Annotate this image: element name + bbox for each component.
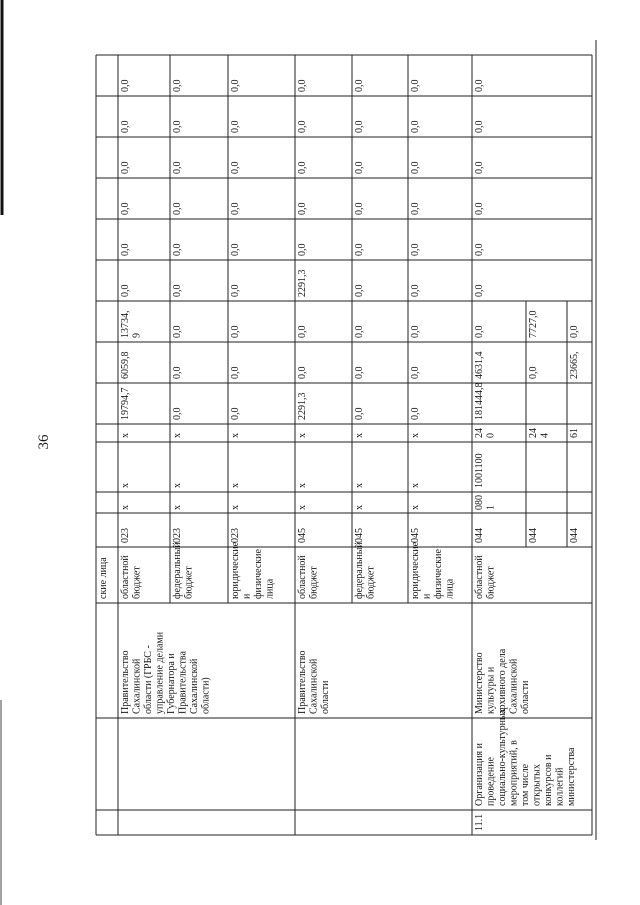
expense-type-code: 61 [569,428,580,438]
value-cell: 0,0 [230,202,241,215]
value-cell: 0,0 [230,284,241,297]
expense-type-code: х [172,433,183,438]
value-cell: 0,0 [230,407,241,420]
grbs-code: 045 [410,528,421,543]
section-code: х [297,505,308,510]
value-cell: 0,0 [120,284,131,297]
value-cell: 0,0 [410,325,421,338]
executor-name: архивного дела [497,648,508,714]
value-cell: 0,0 [120,120,131,133]
section-code: 080 [474,495,485,510]
value-cell: 0,0 [354,202,365,215]
funding-source: бюджет [183,566,195,599]
value-cell: 0,0 [297,202,308,215]
value-cell: 19794,7 [120,387,131,420]
executor-name: Губернатора и [166,653,177,714]
value-cell: 0,0 [354,284,365,297]
expense-type-code: х [297,433,308,438]
target-article-code: х [410,483,421,488]
expense-type-code: х [354,433,365,438]
value-cell: 0,0 [410,120,421,133]
expense-type-code: 24 [528,428,539,438]
value-cell: 0,0 [172,161,183,174]
measure-name: открытых [531,764,543,806]
value-cell: 0,0 [474,79,485,92]
grbs-code: 023 [172,528,183,543]
budget-table-grid [96,40,596,840]
executor-name: управление делами [154,631,166,714]
funding-source: бюджет [131,566,143,599]
value-cell: 0,0 [172,79,183,92]
measure-name: Организация и [474,742,485,806]
value-cell: 0,0 [230,120,241,133]
value-cell: 0,0 [354,120,365,133]
measure-name: мероприятий, в [508,740,520,806]
expense-type-code: х [410,433,421,438]
grbs-code: 023 [230,528,241,543]
section-code: х [120,505,131,510]
value-cell: 0,0 [354,161,365,174]
value-cell: 6059,8 [120,351,131,379]
value-cell: 0,0 [297,366,308,379]
value-cell: 0,0 [172,366,183,379]
value-cell: 0,0 [230,161,241,174]
value-cell: 0,0 [474,202,485,215]
value-cell: 0,0 [297,79,308,92]
value-cell: 9 [131,333,143,338]
row-code: 11.1 [474,813,485,831]
value-cell: 0,0 [120,202,131,215]
funding-source: областной [120,555,131,599]
value-cell: 0,0 [230,243,241,256]
value-cell: 0,0 [569,325,580,338]
value-cell: 2291,3 [297,269,308,297]
funding-source: лица [444,578,456,599]
expense-type-code: х [120,433,131,438]
grbs-code: 045 [297,528,308,543]
value-cell: 0,0 [297,243,308,256]
value-cell: 0,0 [120,161,131,174]
target-article-code: х [354,483,365,488]
grbs-code: 023 [120,528,131,543]
target-article-code: х [172,483,183,488]
value-cell: 0,0 [474,325,485,338]
executor-name: области) [200,677,212,714]
target-article-code: х [230,483,241,488]
value-cell: 0,0 [120,79,131,92]
target-article-code: х [120,483,131,488]
executor-name: Сахалинской [308,658,320,714]
section-code: х [410,505,421,510]
value-cell: 0,0 [354,243,365,256]
value-cell: 0,0 [410,243,421,256]
page-number: 36 [36,434,52,450]
value-cell: 0,0 [297,325,308,338]
section-code: х [230,505,241,510]
value-cell: 0,0 [410,161,421,174]
value-cell: 0,0 [230,325,241,338]
grbs-code: 044 [528,528,539,543]
funding-source: федеральный [172,542,183,599]
value-cell: 0,0 [410,202,421,215]
value-cell: 0,0 [354,366,365,379]
target-article-code: 1001100 [474,453,485,488]
funding-source: и [421,593,433,599]
grbs-code: 045 [354,528,365,543]
value-cell: 23665, [569,351,580,379]
funding-source: лица [264,578,276,599]
funding-source: юридические [230,541,241,599]
measure-name: министерства [566,747,577,806]
expense-type-code: 0 [485,433,497,438]
funding-source: физические [433,549,444,599]
value-cell: 0,0 [410,79,421,92]
funding-source: областной [297,555,308,599]
value-cell: 0,0 [172,243,183,256]
executor-name: Сахалинской [508,658,520,714]
expense-type-code: 4 [539,433,551,438]
measure-name: проведение [485,757,497,806]
funding-source: юридические [410,541,421,599]
value-cell: 0,0 [474,161,485,174]
value-cell: 0,0 [528,366,539,379]
section-code: х [354,505,365,510]
funding-source: и [241,593,253,599]
value-cell: 0,0 [172,325,183,338]
executor-name: культуры и [485,666,497,714]
value-cell: 0,0 [230,366,241,379]
expense-type-code: 24 [474,428,485,438]
funding-source: федеральный [354,542,365,599]
funding-source: физические [253,549,264,599]
value-cell: 0,0 [297,120,308,133]
executor-name: области [320,680,331,714]
funding-source: бюджет [308,566,320,599]
value-cell: 0,0 [230,79,241,92]
value-cell: 0,0 [354,79,365,92]
funding-source: бюджет [365,566,377,599]
value-cell: 0,0 [474,243,485,256]
measure-name: коллегий [554,767,566,806]
value-cell: 181444,8 [474,382,485,420]
value-cell: 0,0 [172,407,183,420]
funding-source: бюджет [485,566,497,599]
expense-type-code: х [230,433,241,438]
value-cell: 0,0 [297,161,308,174]
executor-name: области [520,680,531,714]
section-code: 1 [485,505,497,510]
value-cell: 0,0 [410,407,421,420]
executor-name: Сахалинской [189,658,200,714]
value-cell: 0,0 [474,120,485,133]
funding-source: ские лица [98,557,109,599]
executor-name: Сахалинской [131,658,143,714]
executor-name: Министерство [474,652,485,714]
grbs-code: 044 [569,528,580,543]
value-cell: 4631,4 [474,351,485,379]
measure-name: том числе [520,763,531,806]
grbs-code: 044 [474,528,485,543]
value-cell: 0,0 [172,202,183,215]
value-cell: 0,0 [354,325,365,338]
value-cell: 7727,0 [528,310,539,338]
value-cell: 0,0 [172,284,183,297]
value-cell: 0,0 [172,120,183,133]
value-cell: 0,0 [474,284,485,297]
value-cell: 0,0 [120,243,131,256]
value-cell: 0,0 [410,366,421,379]
funding-source: областной [474,555,485,599]
executor-name: Правительство [297,650,308,714]
measure-name: социально-культурных [497,708,508,806]
executor-name: Правительство [120,650,131,714]
value-cell: 13734, [120,310,131,338]
executor-name: Правительства [177,651,189,714]
measure-name: конкурсов и [543,754,554,806]
section-code: х [172,505,183,510]
executor-name: области (ГРБС - [143,645,154,714]
value-cell: 0,0 [410,284,421,297]
value-cell: 0,0 [354,407,365,420]
value-cell: 2291,3 [297,392,308,420]
target-article-code: х [297,483,308,488]
